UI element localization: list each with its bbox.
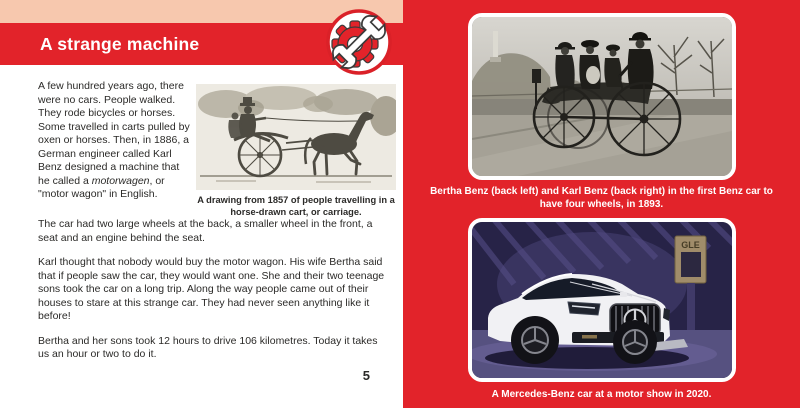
mercedes-photo-caption: A Mercedes-Benz car at a motor show in 2020. (491, 389, 712, 400)
right-page (403, 0, 800, 408)
horse-cart-drawing (196, 84, 396, 190)
tools-badge (325, 8, 393, 76)
mercedes-2020-photo (468, 218, 736, 382)
drawing-figure (196, 84, 396, 218)
drawing-caption: A drawing from 1857 of people travelling in a horse-drawn cart, or carriage. (197, 195, 395, 217)
page-number: 5 (362, 368, 370, 383)
gear-wrench-icon (325, 8, 393, 76)
paragraph-car-description: The car had two large wheels at the back, a smaller wheel in the front, a seat and an engine behind the seat. (38, 218, 373, 244)
intro-paragraph (38, 80, 190, 207)
horse-cart-drawing-image (196, 84, 396, 190)
benz-1893-photo-image (472, 17, 732, 176)
motorwagen-italic: motorwagen (91, 174, 150, 187)
left-page-content (38, 80, 395, 373)
intro-text-2: , or "motor wagon" in English. (38, 174, 165, 200)
page-title: A strange machine (40, 33, 200, 54)
paragraph-12-hours: Bertha and her sons took 12 hours to drive 106 kilometres. Today it takes us an hour or two to do it. (38, 334, 378, 360)
paragraph-bertha-trip: Karl thought that nobody would buy the motor wagon. His wife Bertha said that if people saw the car, they would want one. She and their two teenage sons took the car on a long trip. Along the way people came out of their houses to stare at this strange car. They had never seen anything like it before! (38, 256, 385, 322)
cart-wheel (239, 134, 281, 176)
benz-photo-caption: Bertha Benz (back left) and Karl Benz (back right) in the first Benz car to have four wheels, in 1893. (430, 186, 773, 210)
mercedes-2020-photo-image (472, 222, 732, 378)
benz-1893-photo (468, 13, 736, 180)
gle-sign-label: GLE (680, 240, 700, 250)
intro-text-1: A few hundred years ago, there were no cars. People walked. They rode bicycles or horses. Some travelled in carts pulled by oxen or horses. Then, in 1886, a German engineer called Karl Benz designed a machine that he called a (38, 80, 190, 187)
